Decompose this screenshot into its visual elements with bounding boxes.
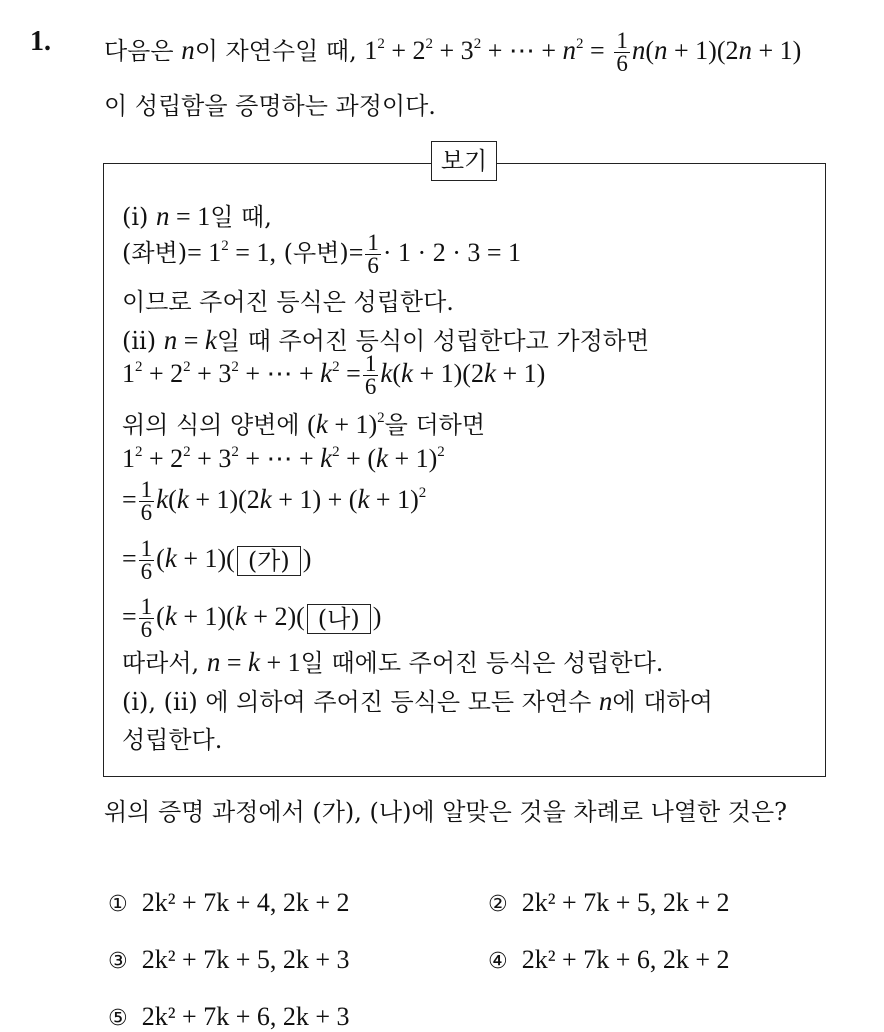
choice-marker: ③: [108, 949, 128, 974]
stem-text-2: 이 자연수일 때,: [194, 37, 357, 65]
proof-line-13: 성립한다.: [122, 726, 223, 754]
question-text: 위의 증명 과정에서 (가), (나)에 알맞은 것을 차례로 나열한 것은?: [104, 798, 788, 826]
proof-line-8: = $\frac{1}{6}$ $k(k + 1)(2k + 1) + (k + 1)^2$: [122, 477, 427, 525]
proof-line-9: = $\frac{1}{6}$ (k + 1)( (가) ): [122, 536, 312, 584]
proof-line-12: (i), (ii) 에 의하여 주어진 등식은 모든 자연수 n에 대하여: [122, 686, 713, 716]
choice-2[interactable]: ② 2k² + 7k + 5, 2k + 2: [488, 888, 730, 917]
choice-marker: ①: [108, 892, 128, 917]
stem-text: 다음은: [104, 37, 174, 65]
proof-line-5: $1^2 + 2^2 + 3^2$ + ⋯ + $k^2$ = $\frac{1}{6}$ k(k + 1)(2k + 1): [122, 351, 546, 399]
blank-ga: (가): [237, 546, 301, 576]
proof-line-11: 따라서, n = k + 1일 때에도 주어진 등식은 성립한다.: [122, 647, 664, 677]
proof-line-1: (i) n = 1일 때,: [122, 201, 272, 231]
choice-marker: ②: [488, 892, 508, 917]
proof-line-6: 위의 식의 양변에 $(k + 1)^2$을 더하면: [122, 409, 486, 439]
blank-na: (나): [307, 604, 371, 634]
problem-number: 1.: [30, 26, 51, 57]
problem-stem-line1: 다음은 n이 자연수일 때, $1^2 + 2^2 + 3^2$ + ⋯ + $n^2$ = $\frac{1}{6}$ n(n + 1)(2n + 1): [104, 28, 802, 76]
proof-line-3: 이므로 주어진 등식은 성립한다.: [122, 288, 454, 316]
choice-5[interactable]: ⑤ 2k² + 7k + 6, 2k + 3: [108, 1002, 350, 1031]
proof-line-7: $1^2 + 2^2 + 3^2$ + ⋯ + $k^2 + (k + 1)^2$: [122, 443, 445, 473]
proof-line-2: (좌변)= $1^2 = 1$, (우변)= $\frac{1}{6}$ · 1 · 2 · 3 = 1: [122, 230, 522, 278]
proof-line-10: = $\frac{1}{6}$ (k + 1)(k + 2)( (나) ): [122, 594, 382, 642]
proof-line-4: (ii) n = k일 때 주어진 등식이 성립한다고 가정하면: [122, 325, 650, 355]
choice-1[interactable]: ① 2k² + 7k + 4, 2k + 2: [108, 888, 350, 917]
choice-marker: ⑤: [108, 1006, 128, 1031]
example-box-title: 보기: [431, 141, 497, 181]
problem-stem-line2: 이 성립함을 증명하는 과정이다.: [104, 92, 436, 120]
choice-marker: ④: [488, 949, 508, 974]
choice-3[interactable]: ③ 2k² + 7k + 5, 2k + 3: [108, 945, 350, 974]
choice-4[interactable]: ④ 2k² + 7k + 6, 2k + 2: [488, 945, 730, 974]
